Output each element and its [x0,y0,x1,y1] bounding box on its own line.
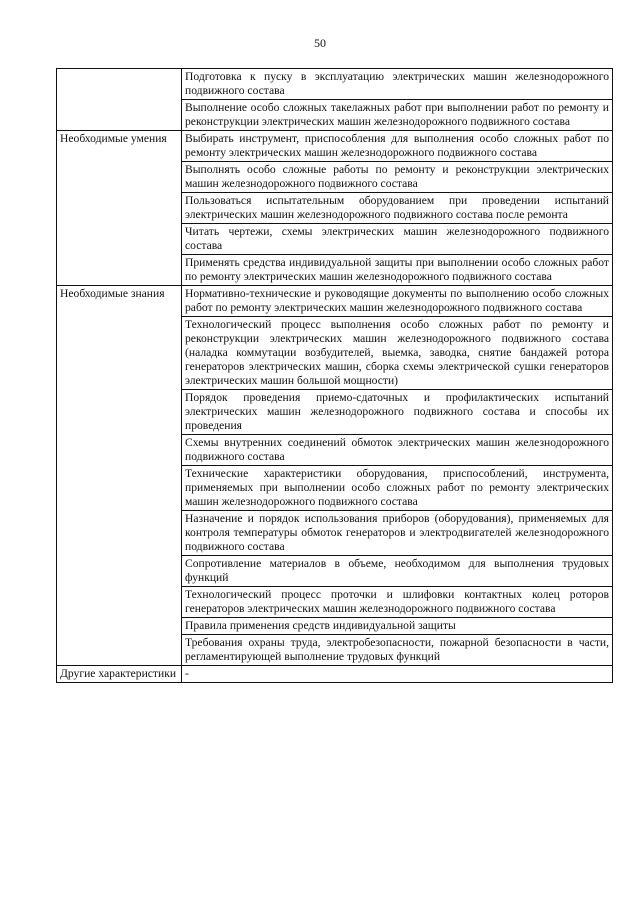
row-item-cell [182,193,613,224]
row-item-text: Выполнять особо сложные работы по ремонту и реконструкции электрических машин железнодорожного подвижного состава [185,163,609,190]
page-number: 50 [314,36,326,50]
table-row [57,131,613,162]
row-item-text: Схемы внутренних соединений обмоток электрических машин железнодорожного подвижного состава [185,436,609,463]
row-item-cell [182,435,613,466]
requirements-table-body [57,69,613,683]
row-item-text: Пользоваться испытательным оборудованием при проведении испытаний электрических машин железнодорожного подвижного состава после ремонта [185,194,609,221]
row-item-text: Порядок проведения приемо-сдаточных и профилактических испытаний электрических машин железнодорожного подвижного состава и способы их проведения [185,391,609,432]
row-label: Необходимые умения [60,132,167,145]
row-item-text: Применять средства индивидуальной защиты при выполнении особо сложных работ по ремонту электрических машин железнодорожного подвижного состава [185,256,609,283]
row-item-text: Выполнение особо сложных такелажных работ при выполнении работ по ремонту и реконструкции электрических машин железнодорожного подвижного состава [185,101,609,128]
row-item-cell [182,556,613,587]
row-item-cell [182,255,613,286]
row-item-text: Выбирать инструмент, приспособления для выполнения особо сложных работ по ремонту электрических машин железнодорожного подвижного состава [185,132,609,159]
row-item-cell [182,69,613,100]
row-item-text: Подготовка к пуску в эксплуатацию электрических машин железнодорожного подвижного состава [185,70,609,97]
row-item-text: Читать чертежи, схемы электрических машин железнодорожного подвижного состава [185,225,609,252]
row-item-text: - [185,667,189,680]
row-item-cell [182,224,613,255]
row-label: Другие характеристики [60,667,177,680]
row-item-cell [182,286,613,317]
table-row [57,666,613,683]
row-item-cell [182,635,613,666]
row-item-cell [182,390,613,435]
row-label: Необходимые знания [60,287,165,300]
row-item-cell [182,317,613,390]
row-item-cell [182,162,613,193]
row-item-text: Технологический процесс проточки и шлифовки контактных колец роторов генераторов электрических машин железнодорожного подвижного состава [185,588,609,615]
row-item-cell [182,100,613,131]
table-row [57,69,613,100]
row-item-text: Технические характеристики оборудования, приспособлений, инструмента, применяемых при выполнении особо сложных работ по ремонту электрических машин железнодорожного подвижного состава [185,467,609,508]
row-label-cell [57,69,182,131]
row-item-cell [182,666,613,683]
requirements-table [56,68,613,683]
row-item-cell [182,511,613,556]
row-item-text: Назначение и порядок использования приборов (оборудования), применяемых для контроля температуры обмоток генераторов и электродвигателей железнодорожного подвижного состава [185,512,609,553]
row-label-cell [57,131,182,286]
row-label-cell [57,286,182,666]
row-item-cell [182,618,613,635]
row-item-text: Сопротивление материалов в объеме, необходимом для выполнения трудовых функций [185,557,609,584]
row-item-text: Правила применения средств индивидуальной защиты [185,619,456,632]
row-label-cell [57,666,182,683]
row-item-text: Технологический процесс выполнения особо сложных работ по ремонту и реконструкции электрических машин железнодорожного подвижного состава (наладка коммутации возбудителей, выемка, заводка, снятие бандажей ротора генераторов электрических машин, сборка схемы электрической сушки генераторов электрических машин большой мощности) [185,318,609,387]
row-item-text: Требования охраны труда, электробезопасности, пожарной безопасности в части, регламентирующей выполнение трудовых функций [185,636,609,663]
row-item-text: Нормативно-технические и руководящие документы по выполнению особо сложных работ по ремонту электрических машин железнодорожного подвижного состава [185,287,609,314]
row-item-cell [182,587,613,618]
row-item-cell [182,131,613,162]
row-item-cell [182,466,613,511]
table-row [57,286,613,317]
